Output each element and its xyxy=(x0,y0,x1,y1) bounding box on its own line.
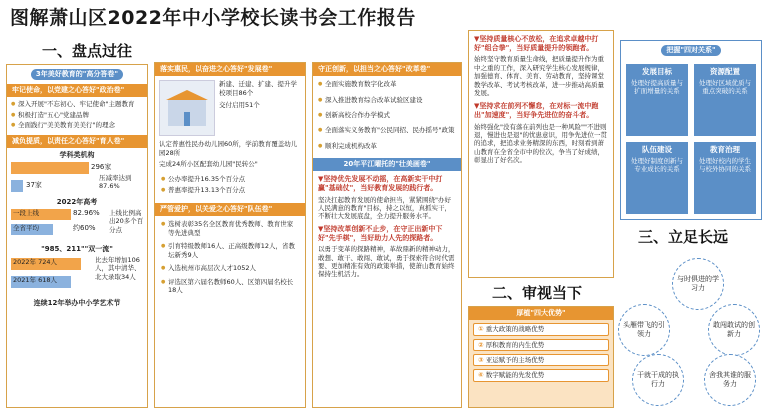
ability-circle-2: 敢闯敢试的创新力 xyxy=(708,304,760,356)
rate-item-1: ● 普惠率提升13.13个百分点 xyxy=(161,186,299,194)
kinder-item-1: 完成24所小区配套幼儿园"民转公" xyxy=(159,159,258,168)
ability-circle-4: 舍我其谁的服务力 xyxy=(704,354,756,406)
col4-text-1: 始终强化"没有落在前列也是一种风险""不进则退，慢进也是退"的忧患意识，用争先进位一贯的追求，把追求业务精深的东西，时刻看到萧山教育在全省全市中的位次，争当了好成绩，彰显出了好名次。 xyxy=(474,122,607,165)
ability-circle-1: 头雁带飞的引领力 xyxy=(618,304,670,356)
u985-chart xyxy=(11,256,143,296)
train-chart xyxy=(11,162,143,196)
u985-title: "985、211""双一流" xyxy=(41,244,113,253)
reform-item-0: ● 全面实施教育数字化改革 xyxy=(318,80,456,88)
train-bar-big xyxy=(11,162,89,174)
section-3-heading: 三、立足长远 xyxy=(638,228,729,246)
building-image xyxy=(159,80,215,136)
party-bar: 牢记使命，以党建之心答好"政治卷" xyxy=(7,84,147,97)
col4-subtitle-1: ▼坚持求在前列不懈怠，在对标一流中跑出"加速度"，当好争先进位的奋斗者。 xyxy=(474,102,599,120)
four-relations-title: 把握"四对关系" xyxy=(661,45,720,56)
team-item-3: ● 评选区第六届名教师60人、区第四届名校长18人 xyxy=(161,278,299,295)
team-bar: 严管爱护，以关爱之心答好"队伍卷" xyxy=(155,203,305,216)
col2-panel xyxy=(154,62,306,408)
col4-top-panel xyxy=(468,30,614,278)
col4-subtitle-0: ▼坚持质量核心不放松，在追求卓越中打好"组合拳"，当好质量提升的领跑者。 xyxy=(474,35,599,53)
burden-bar: 减负提质，以责任之心答好"育人卷" xyxy=(7,135,147,148)
party-item-1: ● 积极打造"五心"党建品牌 xyxy=(11,111,143,119)
u985-bar-0: 2022年 724人 xyxy=(11,258,81,270)
dev-bar: 落实惠民，以奋进之心答好"发展卷" xyxy=(155,63,305,76)
col1-banner: 3年美好教育的"高分答卷" xyxy=(31,69,123,80)
gaokao-chart xyxy=(11,209,143,243)
gaokao-title: 2022年高考 xyxy=(56,197,98,206)
u985-bar-1: 2021年 618人 xyxy=(11,276,71,288)
party-item-2: ● 全面践行"美美教育美美行"的理念 xyxy=(11,121,143,129)
gaokao-value-0: 82.96% xyxy=(73,208,100,217)
rate-item-0: ● 公办率提升16.35个百分点 xyxy=(161,175,299,183)
col3-panel xyxy=(312,62,462,408)
relation-card-0: 发展目标 处理好提高质量与扩面增量的关系 xyxy=(626,64,688,136)
u985-note: 比去年增加106人，其中清华、北大录取34人 xyxy=(95,255,141,281)
goal-text-0: 坚决扛起教育发展的使命担当，紧紧围绕"办好人民满意的教育"目标，持之以恒，真抓实干，不断壮大发展底盘，全力提升服务水平。 xyxy=(318,195,451,221)
advantage-item-0: ① 重大政策的战略优势 xyxy=(473,323,609,335)
train-note: 压减率达到87.6% xyxy=(99,173,132,191)
gaokao-bar-1: 全省平均 xyxy=(11,224,53,235)
advantage-bar: 厚植"四大优势" xyxy=(469,307,613,320)
relation-card-1: 资源配置 处理好区域优质与重点突破的关系 xyxy=(694,64,756,136)
section-1-heading: 一、盘点过往 xyxy=(42,42,133,60)
goal-text-1: 以勇于变革的探路精神，革故鼎新的精神动力，敢想、敢干、敢闯、敢试，勇于探索符合时代需要、更加精准有效的政策举措，使萧山教育始终保持生机活力。 xyxy=(318,245,455,279)
goal-subtitle-0: ▼坚持优先发展不动摇，在高新实干中打赢"基础仗"，当好教育发展的践行者。 xyxy=(318,175,443,193)
advantage-item-3: ④ 数字赋能的先发优势 xyxy=(473,369,609,381)
reform-bar: 守正创新，以担当之心答好"改革卷" xyxy=(313,63,461,76)
advantage-item-2: ③ 亚运赋予的主场优势 xyxy=(473,354,609,366)
relation-card-2: 队伍建设 处理好制度创新与专业成长的关系 xyxy=(626,142,688,214)
gaokao-value-1: 约60% xyxy=(73,223,96,232)
reform-item-2: ● 创新高校合作办学模式 xyxy=(318,111,456,119)
advantage-item-1: ② 厚积教育的内生优势 xyxy=(473,339,609,351)
party-item-0: ● 深入开展"不忘初心、牢记使命"主题教育 xyxy=(11,100,143,108)
reform-item-1: ● 深入推进教育综合改革试验区建设 xyxy=(318,96,456,104)
col1-footer: 连续12年举办中小学艺术节 xyxy=(33,298,121,307)
goal-subtitle-1: ▼坚持改革创新不止步，在守正出新中下好"先手棋"，当好助力人先的探路者。 xyxy=(318,224,443,242)
reform-item-3: ● 全面落实义务教育"公民同招、民办摇号"政策 xyxy=(318,126,456,134)
train-big-label: 296家 xyxy=(91,162,112,171)
team-item-0: ● 选树表彰35名全区教育优秀教师、教育世家等先进典型 xyxy=(161,220,299,237)
ability-circle-0: 与时俱进的学习力 xyxy=(672,258,724,310)
train-bar-small xyxy=(11,180,23,192)
col4-text-0: 始终坚守教育质量生命线，把质量提升作为重中之重的工作，深入研究学生核心发展规律，加强德育、体育、美育、劳动教育，坚持课堂教学改革、考试考核改革，进一步推动高质量发展。 xyxy=(474,55,604,97)
gaokao-bar-0: 一段上线 xyxy=(11,209,71,220)
reform-item-4: ● 顺利完成机构改革 xyxy=(318,142,456,150)
page-title: 图解萧山区2022年中小学校长读书会工作报告 xyxy=(10,7,416,29)
ability-circle-3: 干就干成的执行力 xyxy=(632,354,684,406)
dev-item-0: 新建、迁建、扩建、提升学校项目86个 xyxy=(219,80,297,97)
section-2-heading: 二、审视当下 xyxy=(492,284,583,302)
team-item-2: ● 入选杭州市高层次人才1052人 xyxy=(161,264,299,272)
kinder-item-0: 认定普惠性民办幼儿园60所，学前教育覆盖幼儿园28所 xyxy=(159,140,298,157)
relation-card-3: 教育治理 处理好校内的学生与校外协同的关系 xyxy=(694,142,756,214)
team-item-1: ● 引育特级教师16人、正高级教师12人，省教坛新秀9人 xyxy=(161,242,299,259)
train-small-label: 37家 xyxy=(26,180,42,189)
building-icon xyxy=(164,88,210,128)
goal-bar: 20年平江曜托的"壮美画卷" xyxy=(313,158,461,171)
train-title: 学科类机构 xyxy=(59,150,95,159)
advantage-panel xyxy=(468,306,614,408)
dev-item-1: 交付启用51个 xyxy=(219,100,260,109)
col1-panel xyxy=(6,64,148,408)
gaokao-note: 上线比例高出20多个百分点 xyxy=(109,208,144,234)
